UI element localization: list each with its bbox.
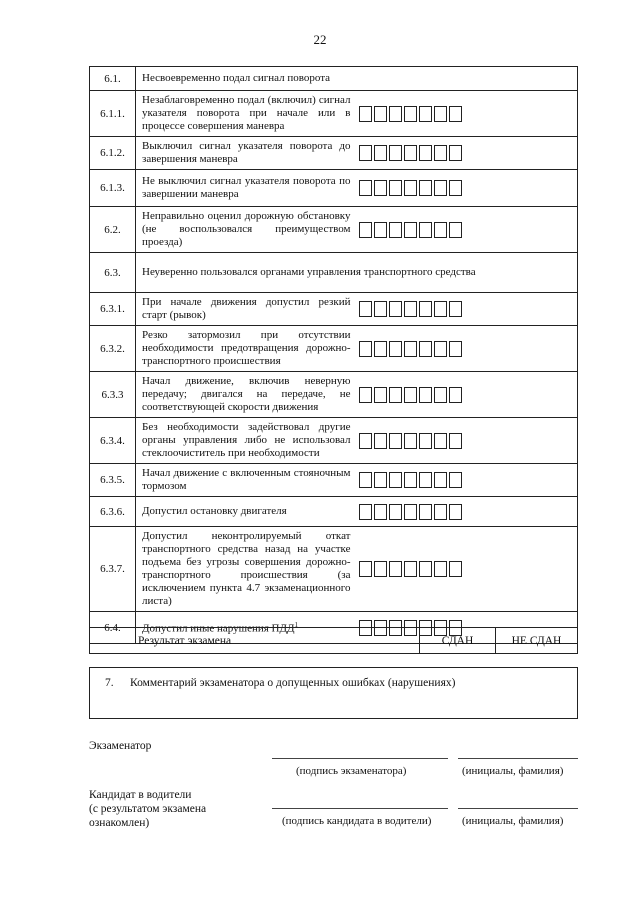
mark-boxes-cell <box>357 293 578 326</box>
row-number: 6.3.2. <box>90 326 136 372</box>
mark-box[interactable] <box>434 341 447 357</box>
row-description-text: Выключил сигнал указателя поворота до завершения маневра <box>142 140 351 165</box>
mark-boxes-cell <box>357 170 578 207</box>
mark-box[interactable] <box>434 222 447 238</box>
row-number: 6.2. <box>90 207 136 253</box>
mark-boxes-cell <box>357 497 578 527</box>
mark-box[interactable] <box>434 145 447 161</box>
row-description <box>136 418 357 464</box>
examiner-name-caption: (инициалы, фамилия) <box>462 765 564 777</box>
mark-boxes <box>359 222 578 238</box>
row-number: 6.3.7. <box>90 527 136 612</box>
mark-box[interactable] <box>374 180 387 196</box>
table-row <box>90 497 578 527</box>
mark-box[interactable] <box>359 504 372 520</box>
mark-box[interactable] <box>419 472 432 488</box>
mark-box[interactable] <box>404 180 417 196</box>
mark-boxes <box>359 387 578 403</box>
mark-boxes <box>359 341 578 357</box>
mark-box[interactable] <box>389 433 402 449</box>
mark-box[interactable] <box>404 301 417 317</box>
exam-result-table <box>89 627 578 654</box>
mark-box[interactable] <box>404 341 417 357</box>
result-failed-cell[interactable]: НЕ СДАН <box>496 628 578 654</box>
mark-box[interactable] <box>374 433 387 449</box>
mark-box[interactable] <box>449 106 462 122</box>
row-description <box>136 207 357 253</box>
mark-box[interactable] <box>419 341 432 357</box>
candidate-label-line2: (с результатом экзамена <box>89 803 207 815</box>
mark-box[interactable] <box>359 472 372 488</box>
mark-box[interactable] <box>389 301 402 317</box>
mark-box[interactable] <box>359 341 372 357</box>
table-row <box>90 91 578 137</box>
table-row <box>90 137 578 170</box>
mark-box[interactable] <box>434 180 447 196</box>
row-description <box>136 464 357 497</box>
row-number: 6.4. <box>90 612 136 644</box>
mark-box[interactable] <box>404 145 417 161</box>
mark-box[interactable] <box>374 222 387 238</box>
mark-box[interactable] <box>434 433 447 449</box>
mark-boxes <box>359 301 578 317</box>
mark-box[interactable] <box>419 301 432 317</box>
mark-box[interactable] <box>389 145 402 161</box>
mark-box[interactable] <box>434 561 447 577</box>
mark-box[interactable] <box>449 433 462 449</box>
row-description-text: Неуверенно пользовался органами управления транспортного средства <box>142 266 476 278</box>
comment-number: 7. <box>105 677 114 689</box>
mark-box[interactable] <box>404 433 417 449</box>
mark-boxes-cell <box>357 527 578 612</box>
comment-label: Комментарий экзаменатора о допущенных ошибках (нарушениях) <box>130 677 456 689</box>
mark-box[interactable] <box>374 504 387 520</box>
row-description-text: Допустил остановку двигателя <box>142 505 287 517</box>
row-number: 6.1. <box>90 67 136 91</box>
mark-box[interactable] <box>404 222 417 238</box>
examiner-comment-box[interactable] <box>89 667 578 719</box>
result-label: Результат экзамена <box>90 628 420 654</box>
row-number: 6.1.1. <box>90 91 136 137</box>
mark-box[interactable] <box>449 504 462 520</box>
row-description <box>136 91 357 137</box>
table-row <box>90 326 578 372</box>
mark-boxes <box>359 504 578 520</box>
row-description-text: Несвоевременно подал сигнал поворота <box>142 72 331 84</box>
mark-boxes-cell <box>357 418 578 464</box>
mark-box[interactable] <box>389 504 402 520</box>
mark-boxes <box>359 145 578 161</box>
mark-box[interactable] <box>389 180 402 196</box>
mark-box[interactable] <box>389 341 402 357</box>
mark-box[interactable] <box>419 387 432 403</box>
mark-box[interactable] <box>449 472 462 488</box>
mark-boxes <box>359 561 578 577</box>
candidate-name-line[interactable] <box>458 808 578 809</box>
row-number: 6.3. <box>90 253 136 293</box>
mark-box[interactable] <box>359 387 372 403</box>
mark-box[interactable] <box>359 222 372 238</box>
mark-box[interactable] <box>434 504 447 520</box>
candidate-name-caption: (инициалы, фамилия) <box>462 815 564 827</box>
mark-boxes-cell <box>357 91 578 137</box>
row-number: 6.3.4. <box>90 418 136 464</box>
mark-box[interactable] <box>389 472 402 488</box>
mark-box[interactable] <box>359 561 372 577</box>
mark-box[interactable] <box>419 106 432 122</box>
mark-boxes-cell <box>357 326 578 372</box>
mark-box[interactable] <box>449 387 462 403</box>
row-description <box>136 253 578 293</box>
row-description-text: Начал движение с включенным стояночным тормозом <box>142 467 351 492</box>
mark-box[interactable] <box>434 106 447 122</box>
table-row <box>90 67 578 91</box>
mark-box[interactable] <box>359 145 372 161</box>
mark-box[interactable] <box>449 145 462 161</box>
mark-boxes <box>359 106 578 122</box>
row-description-text: Допустил иные нарушения ПДД <box>142 622 295 635</box>
row-description-text: Не выключил сигнал указателя поворота по завершении маневра <box>142 175 351 200</box>
row-number: 6.3.1. <box>90 293 136 326</box>
mark-box[interactable] <box>404 561 417 577</box>
row-number: 6.1.2. <box>90 137 136 170</box>
mark-box[interactable] <box>419 180 432 196</box>
mark-box[interactable] <box>374 301 387 317</box>
table-row <box>90 293 578 326</box>
candidate-label <box>89 788 206 830</box>
row-description <box>136 326 357 372</box>
mark-boxes-cell <box>357 372 578 418</box>
mark-box[interactable] <box>419 561 432 577</box>
row-number: 6.1.3. <box>90 170 136 207</box>
row-description-text: При начале движения допустил резкий старт (рывок) <box>142 296 351 321</box>
mark-box[interactable] <box>449 561 462 577</box>
mark-box[interactable] <box>419 504 432 520</box>
mark-boxes-cell <box>357 137 578 170</box>
mark-boxes-cell <box>357 207 578 253</box>
mark-box[interactable] <box>434 472 447 488</box>
examiner-signature-caption: (подпись экзаменатора) <box>296 765 407 777</box>
row-description-text: Допустил неконтролируемый откат транспортного средства назад на участке подъема без угрозы совершения дорожно-транспортного происшествия (за исключением пункта 4.7 экзаменационного листа) <box>142 530 351 607</box>
mark-box[interactable] <box>449 301 462 317</box>
candidate-signature-caption: (подпись кандидата в водители) <box>282 815 432 827</box>
examiner-signature-line[interactable] <box>272 758 448 759</box>
mark-box[interactable] <box>449 341 462 357</box>
mark-box[interactable] <box>374 387 387 403</box>
mark-box[interactable] <box>449 180 462 196</box>
candidate-label-line1: Кандидат в водители <box>89 789 192 801</box>
row-description-text: Начал движение, включив неверную передачу; двигался на передаче, не соответствующей скорости движения <box>142 375 351 413</box>
mark-box[interactable] <box>389 387 402 403</box>
examiner-label: Экзаменатор <box>89 740 152 752</box>
table-row <box>90 418 578 464</box>
row-number: 6.3.3 <box>90 372 136 418</box>
mark-box[interactable] <box>359 433 372 449</box>
table-row <box>90 527 578 612</box>
row-description <box>136 497 357 527</box>
mark-box[interactable] <box>404 472 417 488</box>
footnote-marker: 1 <box>294 621 299 630</box>
mark-box[interactable] <box>434 301 447 317</box>
table-row <box>90 207 578 253</box>
mark-box[interactable] <box>389 106 402 122</box>
result-passed-cell[interactable]: СДАН <box>420 628 496 654</box>
mark-box[interactable] <box>389 222 402 238</box>
table-row <box>90 253 578 293</box>
row-description-text: Неправильно оценил дорожную обстановку (не воспользовался преимуществом проезда) <box>142 210 351 248</box>
mark-boxes-cell <box>357 464 578 497</box>
mark-box[interactable] <box>419 222 432 238</box>
row-description <box>136 170 357 207</box>
mark-boxes <box>359 180 578 196</box>
row-description-text: Без необходимости задействовал другие органы управления либо не использовал стеклоочиститель при необходимости <box>142 421 351 459</box>
examiner-name-line[interactable] <box>458 758 578 759</box>
mark-box[interactable] <box>404 387 417 403</box>
mark-box[interactable] <box>404 504 417 520</box>
row-description <box>136 527 357 612</box>
mark-box[interactable] <box>449 222 462 238</box>
page-number: 22 <box>313 32 327 47</box>
mark-box[interactable] <box>374 472 387 488</box>
table-row <box>90 372 578 418</box>
row-description <box>136 137 357 170</box>
candidate-signature-line[interactable] <box>272 808 448 809</box>
mark-box[interactable] <box>404 106 417 122</box>
row-number: 6.3.6. <box>90 497 136 527</box>
row-description <box>136 67 578 91</box>
mark-box[interactable] <box>359 106 372 122</box>
row-description <box>136 293 357 326</box>
row-description-text: Резко затормозил при отсутствии необходимости предотвращения дорожно-транспортного происшествия <box>142 329 351 367</box>
mark-box[interactable] <box>374 145 387 161</box>
mark-boxes <box>359 433 578 449</box>
table-row <box>90 170 578 207</box>
mark-box[interactable] <box>419 433 432 449</box>
row-description <box>136 372 357 418</box>
row-description-text: Незаблаговременно подал (включил) сигнал указателя поворота при начале или в процессе совершения маневра <box>142 94 351 132</box>
mark-box[interactable] <box>374 341 387 357</box>
table-row <box>90 464 578 497</box>
mark-box[interactable] <box>359 301 372 317</box>
mark-box[interactable] <box>374 106 387 122</box>
candidate-label-line3: ознакомлен) <box>89 817 150 829</box>
mark-box[interactable] <box>389 561 402 577</box>
mark-box[interactable] <box>374 561 387 577</box>
mark-box[interactable] <box>359 180 372 196</box>
mark-box[interactable] <box>419 145 432 161</box>
mark-boxes <box>359 472 578 488</box>
violations-table <box>89 66 578 644</box>
mark-box[interactable] <box>434 387 447 403</box>
row-number: 6.3.5. <box>90 464 136 497</box>
